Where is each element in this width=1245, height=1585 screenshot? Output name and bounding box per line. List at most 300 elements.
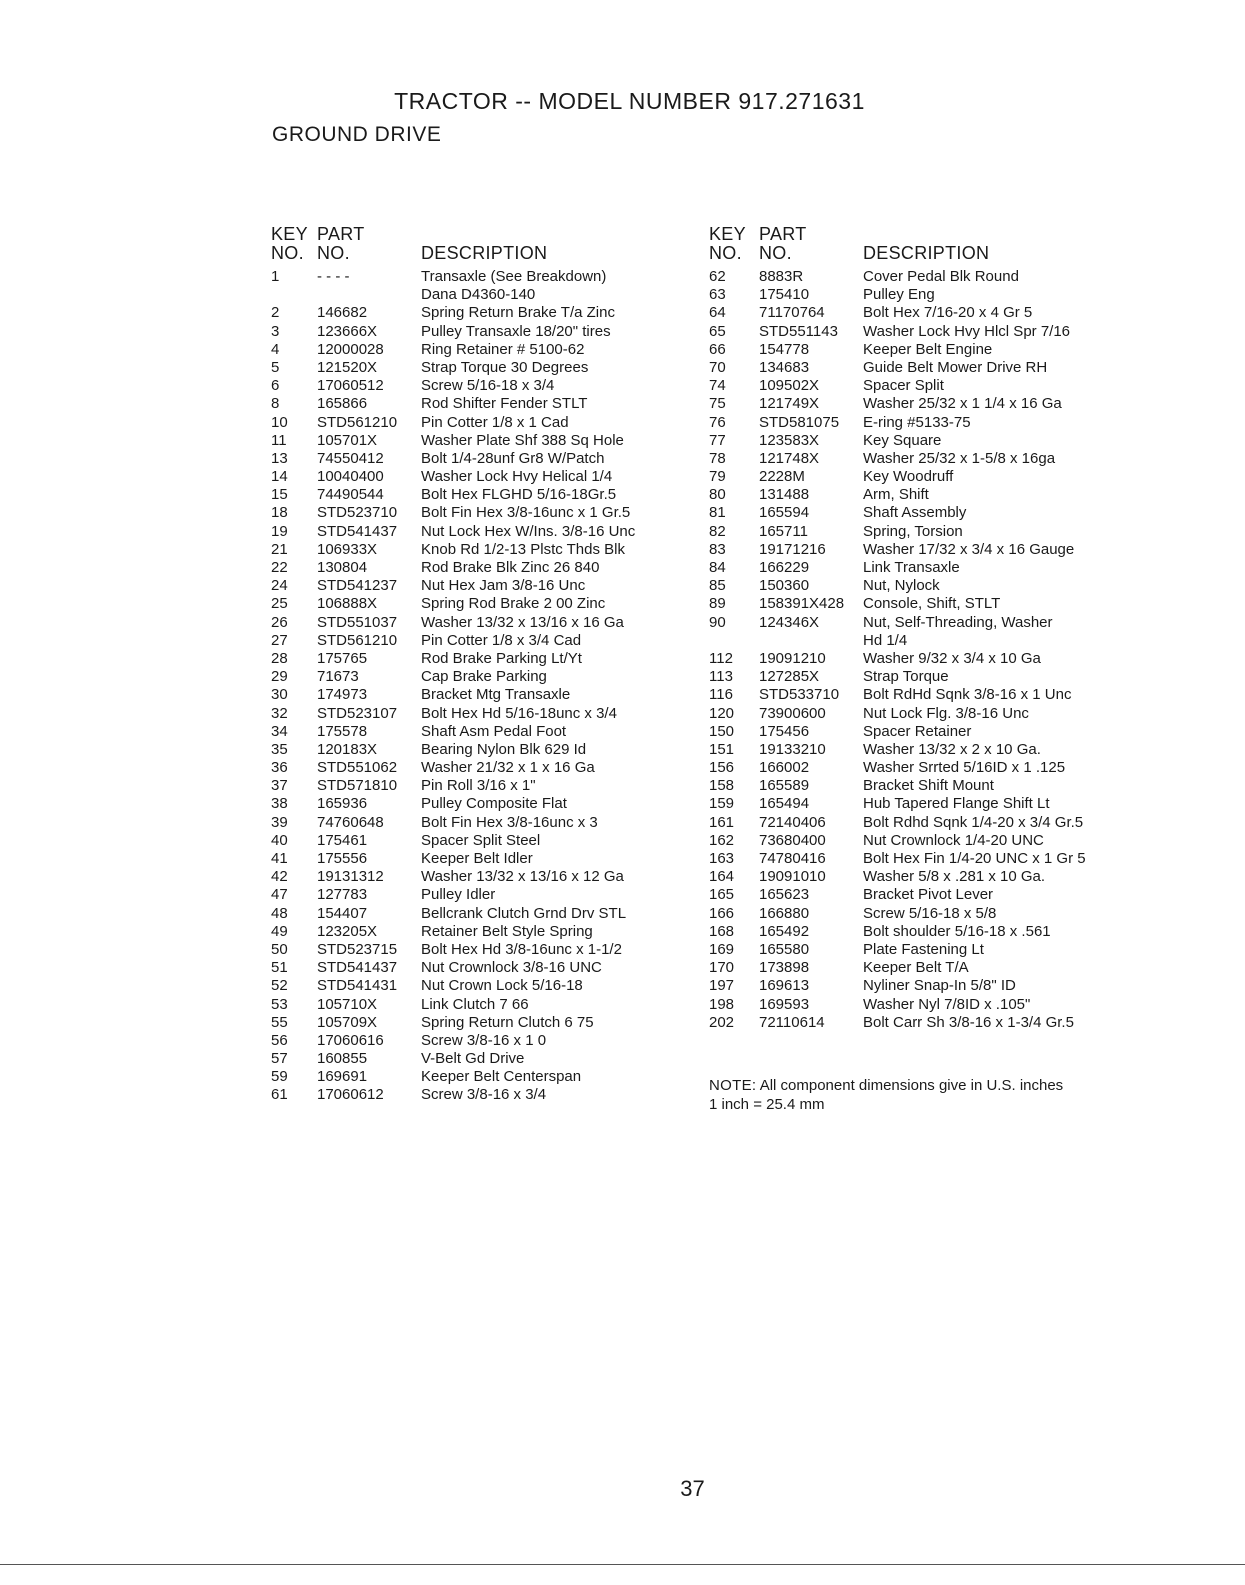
key-number: 164 xyxy=(709,868,735,886)
part-description: Hd 1/4 xyxy=(863,631,908,649)
part-number: STD541437 xyxy=(317,959,398,977)
table-row xyxy=(709,450,1129,468)
part-description: Keeper Belt Idler xyxy=(421,850,533,867)
part-number: 127285X xyxy=(759,668,820,686)
part-number: 146682 xyxy=(317,304,368,322)
key-number: 21 xyxy=(271,540,288,558)
key-number: 116 xyxy=(709,686,733,704)
key-number: 56 xyxy=(271,1031,288,1049)
part-description: Pulley Transaxle 18/20" tires xyxy=(421,322,611,340)
part-number: 19091010 xyxy=(759,868,826,886)
part-number: 71170764 xyxy=(759,304,825,322)
table-row xyxy=(271,1086,691,1104)
table-row xyxy=(271,886,691,904)
key-number: 163 xyxy=(709,850,735,867)
part-number: STD551062 xyxy=(317,759,398,777)
part-number: STD523710 xyxy=(317,504,398,522)
key-number: 41 xyxy=(271,850,288,867)
part-number: STD551143 xyxy=(759,322,838,340)
table-row xyxy=(709,559,1129,577)
part-description: Bolt Carr Sh 3/8-16 x 1-3/4 Gr.5 xyxy=(863,1013,1074,1031)
header-part-line2: NO. xyxy=(317,243,350,263)
part-description: Cover Pedal Blk Round xyxy=(863,268,1019,285)
table-row xyxy=(709,923,1129,941)
table-row xyxy=(271,723,691,741)
table-row xyxy=(271,304,691,322)
table-row xyxy=(709,468,1129,486)
part-number: 109502X xyxy=(759,377,820,395)
key-number: 85 xyxy=(709,577,726,595)
table-row xyxy=(271,977,691,995)
key-number: 75 xyxy=(709,395,726,413)
table-row xyxy=(709,595,1129,613)
part-number: 105709X xyxy=(317,1013,378,1031)
part-description: Washer 13/32 x 2 x 10 Ga. xyxy=(863,740,1041,758)
bottom-divider xyxy=(0,1564,1245,1565)
part-number: 72110614 xyxy=(759,1013,825,1031)
key-number: 53 xyxy=(271,995,288,1013)
table-row xyxy=(271,850,691,868)
part-number: 19171216 xyxy=(759,540,826,558)
part-description: Link Transaxle xyxy=(863,559,960,576)
part-number: 73680400 xyxy=(759,831,826,849)
table-row xyxy=(709,868,1129,886)
table-row xyxy=(271,541,691,559)
key-number: 25 xyxy=(271,595,288,613)
part-description: Screw 5/16-18 x 3/4 xyxy=(421,377,555,395)
part-description: E-ring #5133-75 xyxy=(863,413,971,431)
part-number: 123666X xyxy=(317,322,378,340)
part-description: Washer Lock Hvy Hlcl Spr 7/16 xyxy=(863,322,1071,340)
table-row xyxy=(709,941,1129,959)
table-row xyxy=(271,996,691,1014)
part-number: 165866 xyxy=(317,395,368,413)
table-row xyxy=(271,341,691,359)
table-row xyxy=(709,486,1129,504)
key-number: 13 xyxy=(271,449,288,467)
part-description: Washer 25/32 x 1 1/4 x 16 Ga xyxy=(863,395,1062,413)
table-row xyxy=(271,414,691,432)
part-description: Bolt shoulder 5/16-18 x .561 xyxy=(863,922,1051,940)
page-number: 37 xyxy=(680,1476,705,1501)
part-number: STD541237 xyxy=(317,577,398,595)
table-row xyxy=(271,668,691,686)
note-line xyxy=(709,1076,1063,1095)
part-description: Nyliner Snap-In 5/8" ID xyxy=(863,977,1016,995)
part-number: 19091210 xyxy=(759,649,826,667)
key-number: 202 xyxy=(709,1013,735,1031)
part-description: Bolt 1/4-28unf Gr8 W/Patch xyxy=(421,449,605,467)
part-description: Washer Plate Shf 388 Sq Hole xyxy=(421,431,624,449)
part-number: 175461 xyxy=(317,831,368,849)
part-number: - - - - xyxy=(317,268,350,285)
part-description: Transaxle (See Breakdown) xyxy=(421,268,607,285)
part-number: STD561210 xyxy=(317,631,398,649)
key-number: 28 xyxy=(271,649,288,667)
part-number: STD551037 xyxy=(317,613,398,631)
header-key-line1: KEY xyxy=(709,224,746,244)
part-description: Pulley Composite Flat xyxy=(421,795,567,813)
part-number: 74490544 xyxy=(317,486,384,504)
key-number: 76 xyxy=(709,413,726,431)
part-number: 19131312 xyxy=(317,868,384,886)
note-label: NOTE: xyxy=(709,1077,757,1094)
part-description: Bolt Hex Hd 5/16-18unc x 3/4 xyxy=(421,704,617,722)
part-description: Bolt Hex FLGHD 5/16-18Gr.5 xyxy=(421,486,617,504)
part-description: Washer 13/32 x 13/16 x 16 Ga xyxy=(421,613,624,631)
part-number: STD523715 xyxy=(317,940,398,958)
parts-list-right xyxy=(709,224,1129,1032)
part-number: 73900600 xyxy=(759,704,826,722)
part-number: STD533710 xyxy=(759,686,840,704)
part-description: Knob Rd 1/2-13 Plstc Thds Blk xyxy=(421,540,625,558)
table-row xyxy=(271,923,691,941)
key-number: 4 xyxy=(271,340,280,358)
part-number: 131488 xyxy=(759,486,810,504)
part-number: 169691 xyxy=(317,1068,368,1086)
part-description: Spring Rod Brake 2 00 Zinc xyxy=(421,595,606,613)
table-row xyxy=(709,905,1129,923)
part-description: Hub Tapered Flange Shift Lt xyxy=(863,795,1050,813)
part-number: 71673 xyxy=(317,668,359,686)
table-row xyxy=(271,559,691,577)
part-description: Spacer Split Steel xyxy=(421,831,541,849)
part-description: Strap Torque xyxy=(863,668,949,686)
part-description: Guide Belt Mower Drive RH xyxy=(863,358,1048,376)
table-row xyxy=(271,377,691,395)
part-description: Retainer Belt Style Spring xyxy=(421,922,593,940)
table-row xyxy=(709,850,1129,868)
table-row xyxy=(709,414,1129,432)
part-description: Spring Return Clutch 6 75 xyxy=(421,1013,594,1031)
key-number: 61 xyxy=(271,1086,288,1104)
table-header xyxy=(271,224,691,268)
key-number: 170 xyxy=(709,959,735,977)
table-row xyxy=(271,450,691,468)
part-number: 17060612 xyxy=(317,1086,384,1104)
note-conversion: 1 inch = 25.4 mm xyxy=(709,1096,825,1113)
part-description: Nut Crownlock 3/8-16 UNC xyxy=(421,959,602,977)
table-row xyxy=(271,614,691,632)
table-row xyxy=(271,777,691,795)
part-number: 121748X xyxy=(759,449,820,467)
key-number: 38 xyxy=(271,795,288,813)
part-description: Nut, Nylock xyxy=(863,577,940,595)
table-row xyxy=(271,1050,691,1068)
table-row xyxy=(709,777,1129,795)
table-row xyxy=(271,486,691,504)
table-row xyxy=(271,395,691,413)
part-description: Pin Cotter 1/8 x 1 Cad xyxy=(421,413,569,431)
part-description: Nut Lock Hex W/Ins. 3/8-16 Unc xyxy=(421,522,636,540)
part-description: Arm, Shift xyxy=(863,486,929,504)
part-number: 175765 xyxy=(317,649,368,667)
part-number: 150360 xyxy=(759,577,810,595)
part-description: Washer 13/32 x 13/16 x 12 Ga xyxy=(421,868,624,886)
table-row xyxy=(709,886,1129,904)
table-row xyxy=(271,741,691,759)
part-description: Bolt Hex 7/16-20 x 4 Gr 5 xyxy=(863,304,1033,322)
part-number: 120183X xyxy=(317,740,378,758)
note xyxy=(709,1076,1063,1114)
part-number: 165623 xyxy=(759,886,810,904)
table-row xyxy=(709,286,1129,304)
part-description: Keeper Belt Centerspan xyxy=(421,1068,582,1086)
key-number: 55 xyxy=(271,1013,288,1031)
table-row xyxy=(271,832,691,850)
header-description: DESCRIPTION xyxy=(421,243,548,263)
table-row xyxy=(709,650,1129,668)
part-number: 121749X xyxy=(759,395,820,413)
part-number: 166880 xyxy=(759,904,810,922)
part-description: Bolt Fin Hex 3/8-16unc x 3 xyxy=(421,813,598,831)
table-row xyxy=(271,686,691,704)
part-number: 74760648 xyxy=(317,813,384,831)
key-number: 198 xyxy=(709,995,735,1013)
table-row xyxy=(709,668,1129,686)
part-number: 123583X xyxy=(759,431,820,449)
part-number: 124346X xyxy=(759,613,820,631)
table-row xyxy=(271,941,691,959)
part-number: 121520X xyxy=(317,358,378,376)
table-row xyxy=(709,741,1129,759)
part-number: 165494 xyxy=(759,795,810,813)
section-title: GROUND DRIVE xyxy=(272,123,442,146)
table-row xyxy=(709,959,1129,977)
table-row xyxy=(271,650,691,668)
key-number: 57 xyxy=(271,1050,288,1068)
key-number: 49 xyxy=(271,922,288,940)
key-number: 8 xyxy=(271,395,280,413)
part-number: 165589 xyxy=(759,777,810,795)
key-number: 78 xyxy=(709,449,726,467)
part-description: Pin Cotter 1/8 x 3/4 Cad xyxy=(421,631,582,649)
part-number: 165936 xyxy=(317,795,368,813)
key-number: 64 xyxy=(709,304,726,322)
table-row xyxy=(709,377,1129,395)
part-description: Bolt Hex Hd 3/8-16unc x 1-1/2 xyxy=(421,940,622,958)
table-row xyxy=(709,304,1129,322)
part-description: Screw 3/8-16 x 3/4 xyxy=(421,1086,547,1104)
table-row xyxy=(271,323,691,341)
part-description: Cap Brake Parking xyxy=(421,668,547,686)
key-number: 29 xyxy=(271,668,288,686)
part-description: Washer 9/32 x 3/4 x 10 Ga xyxy=(863,649,1041,667)
key-number: 42 xyxy=(271,868,288,886)
key-number: 35 xyxy=(271,740,288,758)
part-description: Nut Crown Lock 5/16-18 xyxy=(421,977,583,995)
part-number: 105701X xyxy=(317,431,378,449)
part-description: Rod Brake Blk Zinc 26 840 xyxy=(421,559,600,576)
part-number: 10040400 xyxy=(317,468,384,486)
table-row xyxy=(709,323,1129,341)
part-description: Nut, Self-Threading, Washer xyxy=(863,613,1053,631)
header-part-line1: PART xyxy=(317,224,365,244)
table-row xyxy=(709,632,1129,650)
key-number: 18 xyxy=(271,504,288,522)
header-key-line2: NO. xyxy=(271,243,304,263)
key-number: 5 xyxy=(271,358,280,376)
table-row xyxy=(271,1032,691,1050)
part-number: STD581075 xyxy=(759,413,840,431)
header-part-line2: NO. xyxy=(759,243,792,263)
part-number: 17060616 xyxy=(317,1031,384,1049)
key-number: 82 xyxy=(709,522,726,540)
key-number: 158 xyxy=(709,777,735,795)
part-description: Shaft Asm Pedal Foot xyxy=(421,722,567,740)
table-row xyxy=(709,432,1129,450)
part-description: Nut Hex Jam 3/8-16 Unc xyxy=(421,577,586,595)
key-number: 151 xyxy=(709,740,735,758)
table-row xyxy=(271,632,691,650)
key-number: 47 xyxy=(271,886,288,904)
part-number: 165580 xyxy=(759,940,810,958)
part-description: Rod Shifter Fender STLT xyxy=(421,395,588,413)
part-description: Keeper Belt Engine xyxy=(863,340,993,358)
key-number: 81 xyxy=(709,504,726,522)
part-number: 174973 xyxy=(317,686,368,704)
table-body xyxy=(709,268,1129,1032)
part-number: STD541431 xyxy=(317,977,398,995)
key-number: 62 xyxy=(709,268,726,285)
table-row xyxy=(709,686,1129,704)
table-row xyxy=(709,395,1129,413)
key-number: 84 xyxy=(709,559,726,576)
table-row xyxy=(709,614,1129,632)
part-description: Washer 25/32 x 1-5/8 x 16ga xyxy=(863,449,1056,467)
key-number: 168 xyxy=(709,922,735,940)
key-number: 14 xyxy=(271,468,288,486)
part-number: STD561210 xyxy=(317,413,398,431)
key-number: 66 xyxy=(709,340,726,358)
key-number: 34 xyxy=(271,722,288,740)
part-number: 123205X xyxy=(317,922,378,940)
part-description: Bracket Shift Mount xyxy=(863,777,994,795)
part-number: 175456 xyxy=(759,722,810,740)
part-number: 160855 xyxy=(317,1050,368,1068)
part-description: Bolt Fin Hex 3/8-16unc x 1 Gr.5 xyxy=(421,504,631,522)
part-description: Pin Roll 3/16 x 1" xyxy=(421,777,536,795)
table-row xyxy=(271,504,691,522)
part-number: 165594 xyxy=(759,504,810,522)
part-number: 134683 xyxy=(759,358,810,376)
table-row xyxy=(709,1014,1129,1032)
key-number: 32 xyxy=(271,704,288,722)
table-row xyxy=(271,523,691,541)
header-part-line1: PART xyxy=(759,224,807,244)
key-number: 165 xyxy=(709,886,735,904)
table-row xyxy=(271,795,691,813)
part-description: Bolt Hex Fin 1/4-20 UNC x 1 Gr 5 xyxy=(863,850,1086,867)
key-number: 113 xyxy=(709,668,733,686)
part-description: Washer 5/8 x .281 x 10 Ga. xyxy=(863,868,1046,886)
part-description: Strap Torque 30 Degrees xyxy=(421,358,589,376)
key-number: 19 xyxy=(271,522,288,540)
key-number: 51 xyxy=(271,959,288,977)
key-number: 90 xyxy=(709,613,726,631)
key-number: 40 xyxy=(271,831,288,849)
part-number: 130804 xyxy=(317,559,368,576)
part-number: STD571810 xyxy=(317,777,398,795)
table-body xyxy=(271,268,691,1105)
table-row xyxy=(709,523,1129,541)
table-row xyxy=(709,814,1129,832)
part-number: 166229 xyxy=(759,559,810,576)
table-row xyxy=(271,577,691,595)
table-row xyxy=(271,759,691,777)
part-number: 17060512 xyxy=(317,377,384,395)
key-number: 83 xyxy=(709,540,726,558)
part-description: Washer Lock Hvy Helical 1/4 xyxy=(421,468,613,486)
part-number: 19133210 xyxy=(759,740,826,758)
part-description: Spacer Split xyxy=(863,377,944,395)
part-number: 175556 xyxy=(317,850,368,867)
key-number: 70 xyxy=(709,358,726,376)
part-description: Keeper Belt T/A xyxy=(863,959,969,977)
table-row xyxy=(271,1068,691,1086)
part-number: 12000028 xyxy=(317,340,384,358)
part-description: Ring Retainer # 5100-62 xyxy=(421,340,585,358)
key-number: 2 xyxy=(271,304,280,322)
header-description: DESCRIPTION xyxy=(863,243,990,263)
key-number: 161 xyxy=(709,813,735,831)
key-number: 24 xyxy=(271,577,288,595)
part-number: 175410 xyxy=(759,286,810,304)
key-number: 27 xyxy=(271,631,288,649)
key-number: 63 xyxy=(709,286,726,304)
part-description: Spacer Retainer xyxy=(863,722,972,740)
note-text: All component dimensions give in U.S. inches xyxy=(759,1077,1064,1094)
header-key-line2: NO. xyxy=(709,243,742,263)
part-number: 72140406 xyxy=(759,813,826,831)
part-number: 166002 xyxy=(759,759,810,777)
part-description: Washer 17/32 x 3/4 x 16 Gauge xyxy=(863,540,1075,558)
key-number: 1 xyxy=(271,268,280,285)
table-row xyxy=(709,705,1129,723)
part-number: 173898 xyxy=(759,959,810,977)
table-row xyxy=(271,1014,691,1032)
part-number: STD523107 xyxy=(317,704,398,722)
key-number: 150 xyxy=(709,722,735,740)
key-number: 37 xyxy=(271,777,288,795)
part-description: Key Woodruff xyxy=(863,468,954,486)
table-row xyxy=(271,595,691,613)
part-number: STD541437 xyxy=(317,522,398,540)
part-number: 106933X xyxy=(317,540,378,558)
key-number: 59 xyxy=(271,1068,288,1086)
key-number: 65 xyxy=(709,322,726,340)
part-number: 169593 xyxy=(759,995,810,1013)
part-description: Bellcrank Clutch Grnd Drv STL xyxy=(421,904,627,922)
part-description: Washer 21/32 x 1 x 16 Ga xyxy=(421,759,595,777)
table-row xyxy=(709,795,1129,813)
key-number: 159 xyxy=(709,795,735,813)
table-row xyxy=(271,359,691,377)
table-row xyxy=(271,268,691,286)
table-row xyxy=(709,341,1129,359)
part-description: Washer Srrted 5/16ID x 1 .125 xyxy=(863,759,1066,777)
part-number: 158391X428 xyxy=(759,595,845,613)
key-number: 162 xyxy=(709,831,735,849)
part-number: 154407 xyxy=(317,904,368,922)
part-description: Nut Crownlock 1/4-20 UNC xyxy=(863,831,1044,849)
page-title: TRACTOR -- MODEL NUMBER 917.271631 xyxy=(394,88,865,114)
table-row xyxy=(271,432,691,450)
table-row xyxy=(271,905,691,923)
table-row xyxy=(709,268,1129,286)
part-number: 165711 xyxy=(759,522,808,540)
part-number: 74550412 xyxy=(317,449,384,467)
